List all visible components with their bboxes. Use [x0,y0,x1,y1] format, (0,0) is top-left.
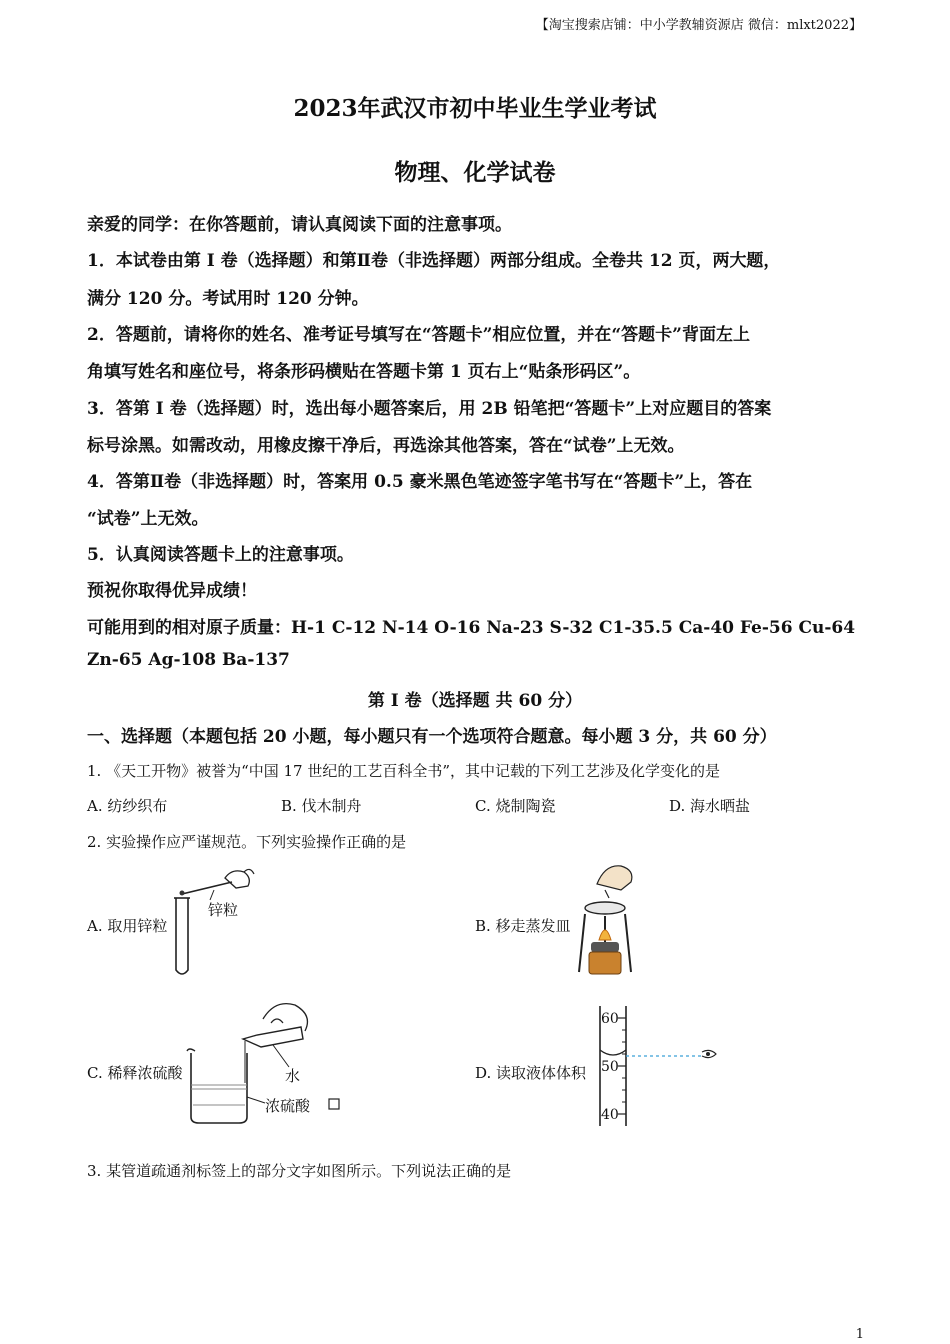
atomic-mass-line-2: Zn-65 Ag-108 Ba-137 [87,650,290,670]
notice-wish: 预祝你取得优异成绩！ [87,581,257,601]
notice-item-1-line-1: 1．本试卷由第 I 卷（选择题）和第Ⅱ卷（非选择题）两部分组成。全卷共 12 页，两大题， [87,251,781,271]
figure-zinc-label: 锌粒 [208,901,239,919]
question-2-option-c-label: C. 稀释浓硫酸 [87,1064,183,1082]
cylinder-tick-60: 60 [601,1011,619,1027]
question-1-option-a: A. 纺纱织布 [87,797,168,815]
question-3-stem: 3. 某管道疏通剂标签上的部分文字如图所示。下列说法正确的是 [87,1162,512,1180]
cylinder-tick-40: 40 [601,1107,619,1123]
notice-item-3-line-1: 3．答第 I 卷（选择题）时，选出每小题答案后，用 2B 铅笔把“答题卡”上对应题目的答案 [87,399,772,419]
figure-water-label: 水 [285,1067,301,1085]
notice-item-5: 5．认真阅读答题卡上的注意事项。 [87,545,354,565]
notice-item-3-line-2: 标号涂黑。如需改动，用橡皮擦干净后，再选涂其他答案，答在“试卷”上无效。 [87,436,685,456]
question-1-stem: 1. 《天工开物》被誉为“中国 17 世纪的工艺百科全书”，其中记载的下列工艺涉及化学变化的是 [87,762,721,780]
question-1-option-c: C. 烧制陶瓷 [475,797,556,815]
cylinder-tick-50: 50 [601,1059,619,1075]
notice-item-2-line-1: 2．答题前，请将你的姓名、准考证号填写在“答题卡”相应位置，并在“答题卡”背面左上 [87,325,750,345]
figure-dilute-acid [185,995,355,1130]
atomic-mass-line-1: 可能用到的相对原子质量：H-1 C-12 N-14 O-16 Na-23 S-32 C1-35.5 Ca-40 Fe-56 Cu-64 [87,618,856,638]
notice-item-4-line-1: 4．答第Ⅱ卷（非选择题）时，答案用 0.5 豪米黑色笔迹签字笔书写在“答题卡”上，答在 [87,472,753,492]
notice-item-1-line-2: 满分 120 分。考试用时 120 分钟。 [87,289,369,309]
figure-acid-label: 浓硫酸 [265,1097,311,1115]
question-2-stem: 2. 实验操作应严谨规范。下列实验操作正确的是 [87,833,407,851]
question-2-option-d-label: D. 读取液体体积 [475,1064,587,1082]
part-heading: 一、选择题（本题包括 20 小题，每小题只有一个选项符合题意。每小题 3 分，共 60 分） [87,727,777,747]
notice-intro: 亲爱的同学：在你答题前，请认真阅读下面的注意事项。 [87,215,512,235]
header-note: 【淘宝搜索店铺：中小学教辅资源店 微信：mlxt2022】 [535,18,862,33]
question-1-option-b: B. 伐木制舟 [281,797,362,815]
exam-title: 2023年武汉市初中毕业生学业考试 [293,95,657,122]
question-2-option-b-label: B. 移走蒸发皿 [475,917,571,935]
figure-zinc-test-tube [170,860,260,980]
figure-graduated-cylinder [596,1002,726,1130]
question-2-option-a-label: A. 取用锌粒 [87,917,168,935]
figure-evaporating-dish [575,860,645,980]
notice-item-2-line-2: 角填写姓名和座位号，将条形码横贴在答题卡第 1 页右上“贴条形码区”。 [87,362,641,382]
page-number: 1 [855,1327,864,1342]
section-heading: 第 I 卷（选择题 共 60 分） [367,691,583,711]
notice-item-4-line-2: “试卷”上无效。 [87,509,209,529]
question-1-option-d: D. 海水晒盐 [669,797,751,815]
exam-subtitle: 物理、化学试卷 [394,159,556,186]
